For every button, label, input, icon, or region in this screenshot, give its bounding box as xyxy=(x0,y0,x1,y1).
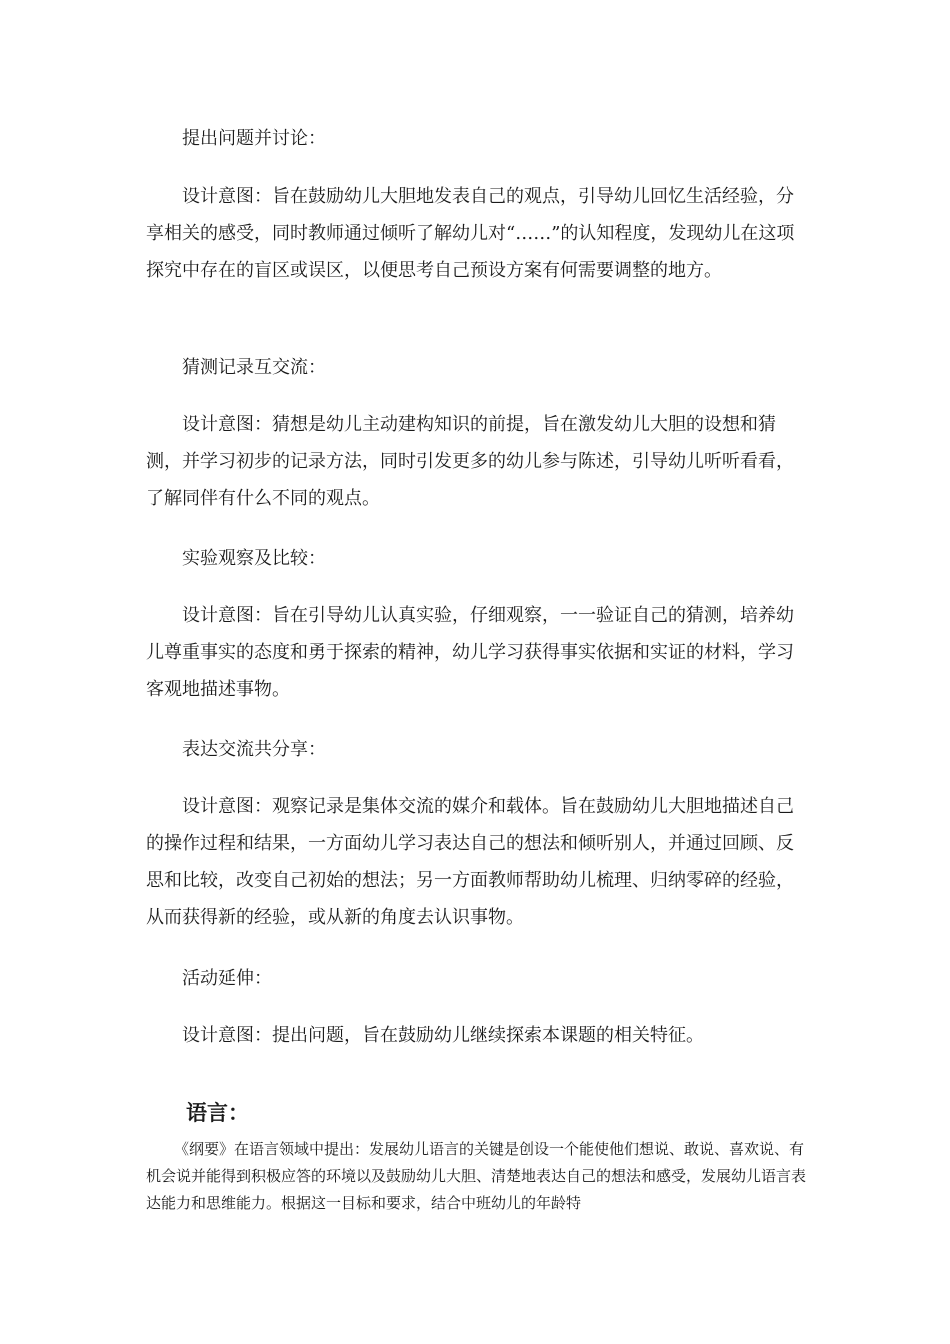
section-heading-experiment: 实验观察及比较： xyxy=(182,548,326,569)
section-heading-discussion: 提出问题并讨论： xyxy=(182,128,326,149)
section-body-experiment: 设计意图：旨在引导幼儿认真实验，仔细观察，一一验证自己的猜测，培养幼儿尊重事实的态度和勇于探索的精神，幼儿学习获得事实依据和实证的材料，学习客观地描述事物。 xyxy=(146,605,794,700)
section-heading-guess-record: 猜测记录互交流： xyxy=(182,357,326,378)
section-body-discussion: 设计意图：旨在鼓励幼儿大胆地发表自己的观点，引导幼儿回忆生活经验，分享相关的感受，同时教师通过倾听了解幼儿对“……”的认知程度，发现幼儿在这项探究中存在的盲区或误区，以便思考自己预设方案有何需要调整的地方。 xyxy=(146,186,795,281)
section-body-extension: 设计意图：提出问题，旨在鼓励幼儿继续探索本课题的相关特征。 xyxy=(182,1025,704,1046)
section-heading-sharing: 表达交流共分享： xyxy=(182,739,326,760)
section-heading-extension: 活动延伸： xyxy=(182,968,272,989)
language-section-body: 《纲要》在语言领域中提出：发展幼儿语言的关键是创设一个能使他们想说、敢说、喜欢说、有机会说并能得到积极应答的环境以及鼓励幼儿大胆、清楚地表达自己的想法和感受，发展幼儿语言表达能力和思维能力。根据这一目标和要求，结合中班幼儿的年龄特 xyxy=(146,1140,807,1212)
language-section-title: 语言： xyxy=(186,1100,249,1125)
section-body-guess-record: 设计意图：猜想是幼儿主动建构知识的前提，旨在激发幼儿大胆的设想和猜测，并学习初步的记录方法，同时引发更多的幼儿参与陈述，引导幼儿听听看看，了解同伴有什么不同的观点。 xyxy=(146,414,794,509)
section-body-sharing: 设计意图：观察记录是集体交流的媒介和载体。旨在鼓励幼儿大胆地描述自己的操作过程和结果，一方面幼儿学习表达自己的想法和倾听别人，并通过回顾、反思和比较，改变自己初始的想法；另一方面教师帮助幼儿梳理、归纳零碎的经验，从而获得新的经验，或从新的角度去认识事物。 xyxy=(146,796,794,928)
